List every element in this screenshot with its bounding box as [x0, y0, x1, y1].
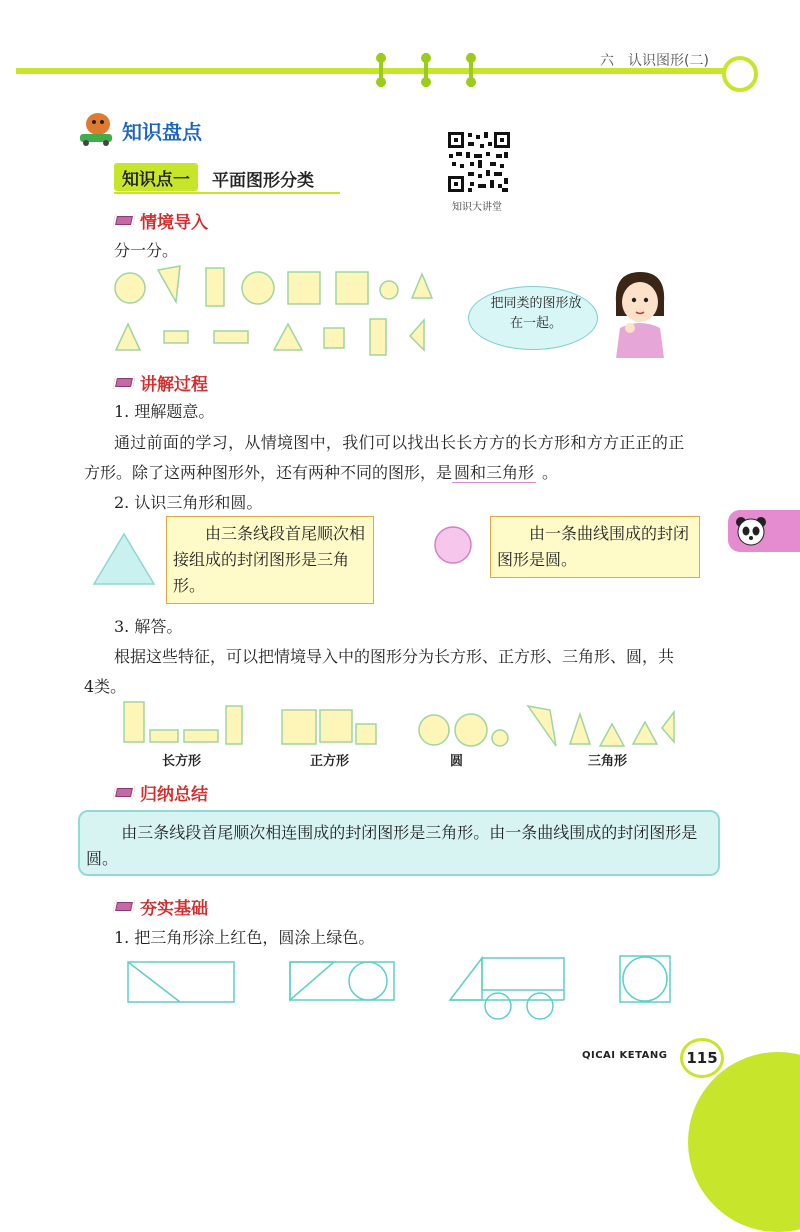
point-tag-label: 知识点一	[122, 169, 190, 190]
question-1: 1. 把三角形涂上红色，圆涂上绿色。	[114, 928, 375, 947]
point-tag	[114, 163, 198, 191]
qr-caption: 知识大讲堂	[452, 202, 502, 213]
situation-instruction: 分一分。	[114, 241, 179, 260]
para1-line2-c: 。	[542, 463, 559, 482]
point-title: 平面图形分类	[212, 171, 314, 191]
point-underline	[114, 192, 340, 194]
qr-code-icon[interactable]	[446, 130, 512, 194]
group-label-triangle: 三角形	[588, 754, 628, 769]
girl-illustration	[606, 268, 674, 358]
header-badge-icon	[722, 56, 758, 92]
para1-line2-a: 方形。除了这两种图形外，还有两种不同的图形，是	[84, 463, 453, 482]
speech-text: 把同类的图形放在一起。	[490, 296, 582, 331]
shapes-grouped-figure	[116, 700, 686, 750]
page-number-badge	[680, 1038, 724, 1078]
explain-section-header	[114, 370, 208, 395]
summary-title: 归纳总结	[140, 785, 208, 805]
group-label-square: 正方形	[310, 754, 350, 769]
para1-line1: 通过前面的学习，从情境图中，我们可以找出长长方方的长方形和方方正正的正	[114, 433, 685, 452]
page-number: 115	[686, 1049, 718, 1067]
book-icon	[113, 376, 136, 389]
book-icon	[113, 214, 136, 227]
triangle-definition: 由三条线段首尾顺次相接组成的封闭图形是三角形。	[166, 516, 374, 604]
situation-section-header	[114, 208, 208, 233]
group-label-circle: 圆	[450, 754, 464, 769]
summary-section-header	[114, 780, 208, 805]
binder-ring	[421, 53, 431, 87]
group-label-rectangle: 长方形	[162, 754, 202, 769]
circle-figure	[432, 524, 474, 566]
binder-ring	[376, 53, 386, 87]
explain-title: 讲解过程	[140, 375, 208, 395]
foundation-section-header	[114, 894, 208, 919]
circle-definition: 由一条曲线围成的封闭图形是圆。	[490, 516, 700, 578]
summary-box	[78, 810, 720, 876]
panda-icon	[734, 514, 768, 548]
book-icon	[113, 786, 136, 799]
knowledge-heading: 知识盘点	[122, 120, 202, 144]
footer-brand: QICAI KETANG	[582, 1050, 668, 1061]
chapter-title: 六 认识图形(二)	[600, 53, 709, 69]
step2: 2. 认识三角形和圆。	[114, 493, 263, 512]
answer-fill: 圆和三角形	[454, 463, 535, 482]
mascot-icon	[76, 110, 116, 146]
situation-title: 情境导入	[140, 213, 208, 233]
step3: 3. 解答。	[114, 617, 183, 636]
binder-ring	[466, 53, 476, 87]
footer-corner	[688, 1052, 800, 1232]
summary-text: 由三条线段首尾顺次相连围成的封闭图形是三角形。由一条曲线围成的封闭图形是圆。	[86, 823, 698, 868]
triangle-figure	[92, 532, 156, 586]
para1-line2	[84, 460, 558, 483]
step1: 1. 理解题意。	[114, 402, 215, 421]
para3-line2: 4类。	[84, 677, 127, 696]
exercise-figures[interactable]	[120, 950, 700, 1026]
book-icon	[113, 900, 136, 913]
foundation-title: 夯实基础	[140, 899, 208, 919]
para3-line1: 根据这些特征，可以把情境导入中的图形分为长方形、正方形、三角形、圆，共	[114, 647, 675, 666]
shapes-mixed-figure	[108, 262, 438, 362]
